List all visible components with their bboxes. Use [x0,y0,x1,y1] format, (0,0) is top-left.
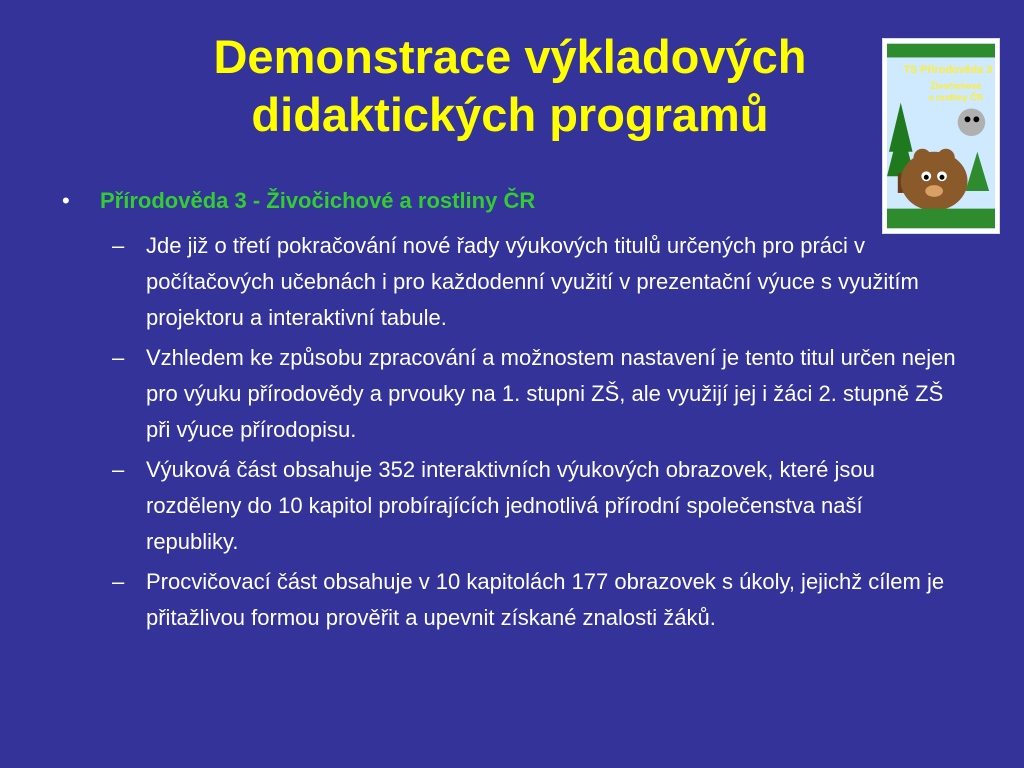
product-cover-image [882,38,1000,234]
software-box-cover-icon [887,43,995,229]
slide-title [120,28,900,144]
list-item-text: Jde již o třetí pokračování nové řady výukových titulů určených pro práci v počítačových učebnách i pro každodenní využití v prezentační výuce s využitím projektoru a interaktivní tabule. [146,233,919,330]
main-bullet [62,186,535,216]
slide-title-line-2: didaktických programů [251,88,769,141]
main-bullet-heading: Přírodověda 3 - Živočichové a rostliny ČR [100,188,536,213]
list-item [112,452,957,560]
list-item-text: Vzhledem ke způsobu zpracování a možnostem nastavení je tento titul určen nejen pro výuku přírodovědy a prvouky na 1. stupni ZŠ, ale využijí jej i žáci 2. stupně ZŠ při výuce přírodopisu. [146,345,956,442]
list-item [112,340,957,448]
list-item [112,228,957,336]
sub-bullet-list [112,228,957,640]
bullet-dot-icon: • [62,188,70,213]
list-item-text: Výuková část obsahuje 352 interaktivních výukových obrazovek, které jsou rozděleny do 10 kapitol probírajících jednotlivá přírodní společenstva naší republiky. [146,457,875,554]
dash-icon: – [112,233,125,258]
list-item-text: Procvičovací část obsahuje v 10 kapitolách 177 obrazovek s úkoly, jejichž cílem je přitažlivou formou prověřit a upevnit získané znalosti žáků. [146,569,945,630]
cover-label-line-3: a rostliny ČR [928,92,983,103]
cover-label-line-1: TS Přírodověda 3 [903,64,993,77]
list-item [112,564,957,636]
cover-label-line-2: Živočichové [930,80,982,91]
slide-title-line-1: Demonstrace výkladových [213,30,807,83]
dash-icon: – [112,457,125,482]
dash-icon: – [112,345,125,370]
dash-icon: – [112,569,125,594]
